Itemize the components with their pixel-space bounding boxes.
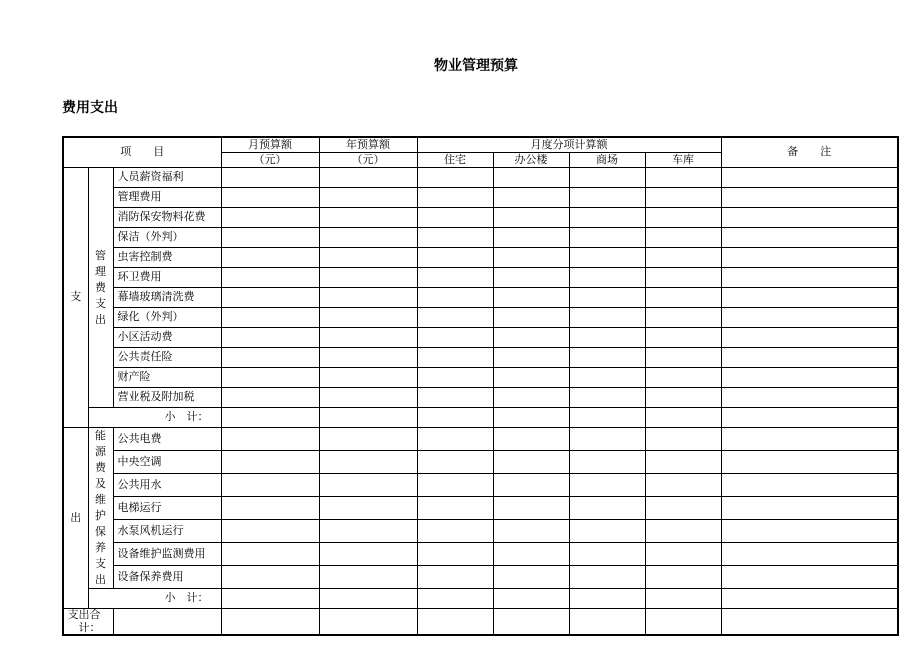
value-cell [221, 543, 319, 566]
value-cell [645, 168, 721, 188]
value-cell [319, 451, 417, 474]
table-row [63, 168, 898, 188]
value-cell [645, 388, 721, 408]
value-cell [569, 168, 645, 188]
group-label-char: 养 [95, 541, 106, 554]
value-cell [721, 474, 898, 497]
value-cell [721, 589, 898, 609]
item-name: 水泵风机运行 [113, 520, 221, 543]
value-cell [319, 248, 417, 268]
value-cell [569, 368, 645, 388]
group-label-char: 出 [95, 573, 106, 586]
header-col-mall: 商场 [569, 153, 645, 168]
value-cell [493, 451, 569, 474]
item-name: 管理费用 [113, 188, 221, 208]
value-cell [113, 609, 221, 636]
value-cell [645, 288, 721, 308]
header-monthly-unit: （元） [221, 153, 319, 168]
value-cell [221, 188, 319, 208]
value-cell [319, 609, 417, 636]
value-cell [569, 497, 645, 520]
group-label-char: 管 [95, 248, 106, 262]
value-cell [645, 188, 721, 208]
item-name: 设备保养费用 [113, 566, 221, 589]
value-cell [493, 348, 569, 368]
value-cell [721, 328, 898, 348]
value-cell [417, 208, 493, 228]
subtotal-label: 小 计： [88, 408, 221, 428]
value-cell [221, 328, 319, 348]
value-cell [721, 288, 898, 308]
value-cell [493, 268, 569, 288]
value-cell [569, 208, 645, 228]
value-cell [569, 228, 645, 248]
value-cell [319, 543, 417, 566]
value-cell [645, 474, 721, 497]
value-cell [319, 520, 417, 543]
value-cell [721, 497, 898, 520]
expense-label-top: 支 [63, 168, 88, 428]
header-monthly-breakdown: 月度分项计算额 [417, 137, 721, 153]
subtotal-label: 小 计： [88, 589, 221, 609]
value-cell [569, 543, 645, 566]
item-name: 财产险 [113, 368, 221, 388]
value-cell [221, 268, 319, 288]
value-cell [493, 288, 569, 308]
table-row [63, 368, 898, 388]
value-cell [493, 208, 569, 228]
value-cell [645, 566, 721, 589]
value-cell [417, 268, 493, 288]
value-cell [493, 609, 569, 636]
value-cell [221, 228, 319, 248]
value-cell [417, 288, 493, 308]
item-name: 公共责任险 [113, 348, 221, 368]
item-name: 绿化（外判） [113, 308, 221, 328]
value-cell [493, 589, 569, 609]
item-name: 消防保安物料花费 [113, 208, 221, 228]
value-cell [221, 308, 319, 328]
header-item: 项 目 [63, 137, 221, 168]
item-name: 公共用水 [113, 474, 221, 497]
table-row [63, 566, 898, 589]
table-row [63, 308, 898, 328]
value-cell [417, 388, 493, 408]
value-cell [319, 589, 417, 609]
total-label: 支出合计： [63, 609, 113, 636]
value-cell [319, 188, 417, 208]
value-cell [493, 168, 569, 188]
header-annual-unit: （元） [319, 153, 417, 168]
value-cell [645, 428, 721, 451]
item-name: 中央空调 [113, 451, 221, 474]
table-row [63, 428, 898, 451]
value-cell [569, 520, 645, 543]
value-cell [645, 248, 721, 268]
value-cell [319, 497, 417, 520]
group-label-char: 出 [95, 312, 106, 326]
section-title: 费用支出 [62, 100, 118, 116]
value-cell [319, 208, 417, 228]
value-cell [493, 428, 569, 451]
value-cell [221, 589, 319, 609]
budget-table [62, 136, 899, 636]
item-name: 虫害控制费 [113, 248, 221, 268]
value-cell [417, 308, 493, 328]
header-monthly-budget: 月预算额 [221, 137, 319, 153]
value-cell [417, 474, 493, 497]
value-cell [417, 248, 493, 268]
item-name: 环卫费用 [113, 268, 221, 288]
value-cell [319, 348, 417, 368]
value-cell [319, 288, 417, 308]
value-cell [493, 566, 569, 589]
value-cell [417, 228, 493, 248]
table-row [63, 248, 898, 268]
value-cell [645, 543, 721, 566]
value-cell [493, 520, 569, 543]
subtotal-row [63, 408, 898, 428]
value-cell [221, 497, 319, 520]
value-cell [221, 388, 319, 408]
table-row [63, 288, 898, 308]
value-cell [645, 208, 721, 228]
value-cell [417, 451, 493, 474]
value-cell [721, 388, 898, 408]
value-cell [221, 348, 319, 368]
table-row [63, 348, 898, 368]
value-cell [319, 474, 417, 497]
value-cell [417, 408, 493, 428]
table-row [63, 474, 898, 497]
value-cell [721, 348, 898, 368]
value-cell [569, 609, 645, 636]
value-cell [493, 474, 569, 497]
value-cell [221, 609, 319, 636]
value-cell [721, 248, 898, 268]
value-cell [221, 428, 319, 451]
table-row [63, 451, 898, 474]
group-label-char: 维 [95, 493, 106, 506]
item-name: 设备维护监测费用 [113, 543, 221, 566]
header-annual-budget: 年预算额 [319, 137, 417, 153]
value-cell [319, 428, 417, 451]
value-cell [493, 228, 569, 248]
value-cell [417, 348, 493, 368]
header-col-office: 办公楼 [493, 153, 569, 168]
value-cell [221, 248, 319, 268]
value-cell [493, 368, 569, 388]
value-cell [493, 248, 569, 268]
value-cell [417, 368, 493, 388]
item-name: 电梯运行 [113, 497, 221, 520]
value-cell [645, 268, 721, 288]
value-cell [721, 428, 898, 451]
value-cell [721, 520, 898, 543]
value-cell [221, 451, 319, 474]
value-cell [417, 428, 493, 451]
value-cell [645, 308, 721, 328]
value-cell [221, 566, 319, 589]
value-cell [319, 308, 417, 328]
value-cell [319, 328, 417, 348]
table-row [63, 520, 898, 543]
group-label-char: 支 [95, 296, 106, 310]
value-cell [645, 589, 721, 609]
value-cell [645, 609, 721, 636]
value-cell [721, 268, 898, 288]
value-cell [319, 228, 417, 248]
value-cell [221, 208, 319, 228]
header-col-garage: 车库 [645, 153, 721, 168]
value-cell [493, 308, 569, 328]
value-cell [221, 368, 319, 388]
group-label [88, 168, 113, 408]
group-label-char: 费 [95, 461, 106, 474]
value-cell [645, 497, 721, 520]
value-cell [319, 268, 417, 288]
value-cell [721, 228, 898, 248]
group-label [88, 428, 113, 589]
value-cell [645, 368, 721, 388]
value-cell [569, 328, 645, 348]
group-label-char: 保 [95, 525, 106, 538]
table-row [63, 268, 898, 288]
value-cell [417, 188, 493, 208]
value-cell [569, 388, 645, 408]
value-cell [721, 188, 898, 208]
value-cell [569, 428, 645, 451]
table-row [63, 388, 898, 408]
value-cell [721, 208, 898, 228]
group-label-char: 理 [95, 264, 106, 278]
table-row [63, 208, 898, 228]
item-name: 幕墙玻璃清洗费 [113, 288, 221, 308]
table-row [63, 497, 898, 520]
group-label-char: 源 [95, 445, 106, 458]
document-title: 物业管理预算 [434, 58, 518, 74]
value-cell [569, 451, 645, 474]
table-row [63, 543, 898, 566]
value-cell [493, 408, 569, 428]
table-row [63, 328, 898, 348]
value-cell [721, 408, 898, 428]
value-cell [493, 328, 569, 348]
value-cell [645, 328, 721, 348]
value-cell [417, 328, 493, 348]
value-cell [221, 408, 319, 428]
value-cell [417, 497, 493, 520]
value-cell [319, 368, 417, 388]
group-label-char: 费 [95, 280, 106, 294]
value-cell [645, 408, 721, 428]
group-label-char: 护 [95, 509, 106, 522]
value-cell [319, 388, 417, 408]
value-cell [569, 308, 645, 328]
value-cell [493, 188, 569, 208]
group-label-char: 支 [95, 557, 106, 570]
item-name: 人员薪资福利 [113, 168, 221, 188]
value-cell [417, 609, 493, 636]
value-cell [569, 566, 645, 589]
item-name: 保洁（外判） [113, 228, 221, 248]
value-cell [721, 368, 898, 388]
value-cell [569, 248, 645, 268]
value-cell [645, 348, 721, 368]
item-name: 公共电费 [113, 428, 221, 451]
value-cell [417, 520, 493, 543]
value-cell [569, 188, 645, 208]
value-cell [221, 520, 319, 543]
value-cell [645, 520, 721, 543]
value-cell [417, 168, 493, 188]
table-row [63, 228, 898, 248]
value-cell [493, 497, 569, 520]
value-cell [569, 474, 645, 497]
value-cell [221, 168, 319, 188]
value-cell [417, 589, 493, 609]
group-label-char: 及 [95, 477, 106, 490]
value-cell [721, 168, 898, 188]
value-cell [319, 566, 417, 589]
expense-label-bottom: 出 [63, 428, 88, 609]
value-cell [645, 451, 721, 474]
table-row [63, 188, 898, 208]
total-row [63, 609, 898, 636]
value-cell [569, 408, 645, 428]
value-cell [569, 589, 645, 609]
item-name: 小区活动费 [113, 328, 221, 348]
group-label-char: 能 [95, 429, 106, 442]
subtotal-row [63, 589, 898, 609]
value-cell [721, 308, 898, 328]
value-cell [721, 566, 898, 589]
item-name: 营业税及附加税 [113, 388, 221, 408]
value-cell [569, 268, 645, 288]
value-cell [319, 408, 417, 428]
value-cell [221, 474, 319, 497]
value-cell [493, 543, 569, 566]
value-cell [417, 566, 493, 589]
value-cell [221, 288, 319, 308]
value-cell [721, 543, 898, 566]
value-cell [493, 388, 569, 408]
value-cell [569, 288, 645, 308]
value-cell [721, 451, 898, 474]
header-remarks: 备 注 [721, 137, 898, 168]
value-cell [417, 543, 493, 566]
value-cell [645, 228, 721, 248]
header-col-residential: 住宅 [417, 153, 493, 168]
value-cell [319, 168, 417, 188]
value-cell [569, 348, 645, 368]
